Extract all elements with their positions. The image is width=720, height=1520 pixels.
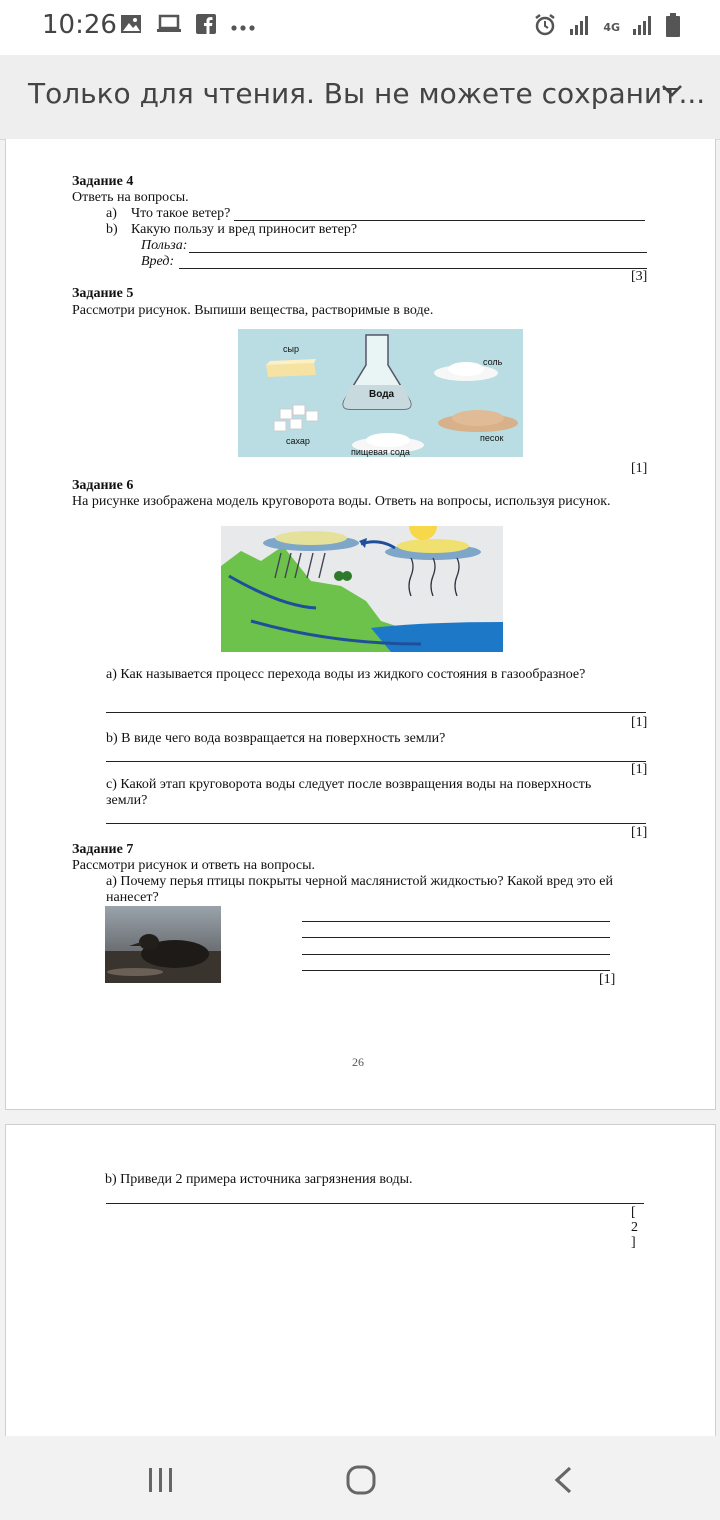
task4-title: Задание 4 — [72, 174, 134, 189]
answer-line — [302, 970, 610, 971]
task6-question-b: b) В виде чего вода возвращается на поверхность земли? — [106, 731, 446, 746]
task5-score: [1] — [631, 461, 648, 476]
answer-line — [106, 761, 646, 762]
task7-question-a-line2: нанесет? — [106, 890, 159, 905]
laptop-icon — [156, 14, 182, 38]
label-sugar: сахар — [286, 436, 310, 446]
task6-qb-score: [1] — [631, 762, 648, 777]
image-icon — [120, 14, 142, 38]
back-button[interactable] — [552, 1465, 574, 1500]
alarm-icon — [533, 13, 557, 41]
label-soda: пищевая сода — [351, 447, 410, 457]
sand-image — [438, 410, 518, 432]
signal-icon-2 — [632, 14, 654, 40]
benefit-label: Польза: — [141, 238, 188, 253]
chevron-down-icon[interactable] — [660, 83, 684, 103]
task6-qc-score: [1] — [631, 825, 648, 840]
task7-question-a-line1: а) Почему перья птицы покрыты черной маслянистой жидкостью? Какой вред это ей — [106, 874, 613, 889]
task6-question-a: а) Как называется процесс перехода воды из жидкого состояния в газообразное? — [106, 667, 586, 682]
task7-qa-score: [1] — [599, 972, 616, 987]
task4-a-text: Что такое ветер? — [131, 206, 231, 221]
label-salt: соль — [483, 357, 503, 367]
battery-icon — [666, 13, 680, 41]
task4-b-text: Какую пользу и вред приносит ветер? — [131, 222, 358, 237]
page-number: 26 — [352, 1055, 364, 1069]
home-button[interactable] — [345, 1464, 377, 1501]
facebook-icon — [196, 14, 216, 38]
task5-title: Задание 5 — [72, 286, 134, 301]
label-sand: песок — [480, 433, 504, 443]
answer-line — [106, 823, 646, 824]
network-type: 4G — [603, 20, 620, 34]
document-page-27 — [5, 1124, 716, 1445]
status-bar — [0, 0, 720, 55]
document-page-26 — [5, 139, 716, 1110]
task6-question-c-line2: земли? — [106, 793, 148, 808]
answer-line — [179, 268, 647, 269]
recent-apps-button[interactable] — [147, 1466, 175, 1499]
substances-figure — [238, 329, 523, 457]
task7-qb-score-value: 2 — [631, 1220, 638, 1235]
label-water: Вода — [369, 389, 395, 400]
task4-intro: Ответь на вопросы. — [72, 190, 189, 205]
task4-score: [3] — [631, 269, 648, 284]
task7-intro: Рассмотри рисунок и ответь на вопросы. — [72, 858, 316, 873]
signal-icon — [569, 14, 591, 40]
answer-line — [302, 921, 610, 922]
task6-qa-score: [1] — [631, 715, 648, 730]
task5-intro: Рассмотри рисунок. Выпиши вещества, растворимые в воде. — [72, 303, 434, 318]
answer-line — [234, 220, 645, 221]
task7-qb-score-open: [ — [631, 1205, 636, 1220]
banner-title: Только для чтения. Вы не можете сохранит... — [28, 77, 706, 110]
answer-line — [302, 954, 610, 955]
task4-b-marker: b) — [106, 222, 118, 237]
answer-line — [106, 712, 646, 713]
task6-question-c-line1: c) Какой этап круговорота воды следует после возвращения воды на поверхность — [106, 777, 592, 792]
label-cheese: сыр — [283, 344, 299, 354]
answer-line — [302, 937, 610, 938]
task7-question-b: b) Приведи 2 примера источника загрязнения воды. — [105, 1172, 413, 1187]
task7-qb-score-close: ] — [631, 1235, 636, 1250]
task7-title: Задание 7 — [72, 842, 134, 857]
cheese-image — [266, 359, 316, 377]
navigation-bar — [0, 1436, 720, 1520]
task6-title: Задание 6 — [72, 478, 134, 493]
answer-line — [189, 252, 647, 253]
oiled-bird-photo — [105, 906, 221, 983]
more-icon — [230, 17, 256, 36]
answer-line — [106, 1203, 644, 1204]
sugar-image — [274, 405, 318, 431]
task4-a-marker: a) — [106, 206, 117, 221]
water-cycle-figure — [221, 526, 503, 652]
harm-label: Вред: — [141, 254, 175, 269]
task6-intro: На рисунке изображена модель круговорота воды. Ответь на вопросы, используя рисунок. — [72, 494, 611, 509]
read-only-banner[interactable] — [0, 55, 720, 140]
status-time: 10:26 — [42, 10, 117, 40]
